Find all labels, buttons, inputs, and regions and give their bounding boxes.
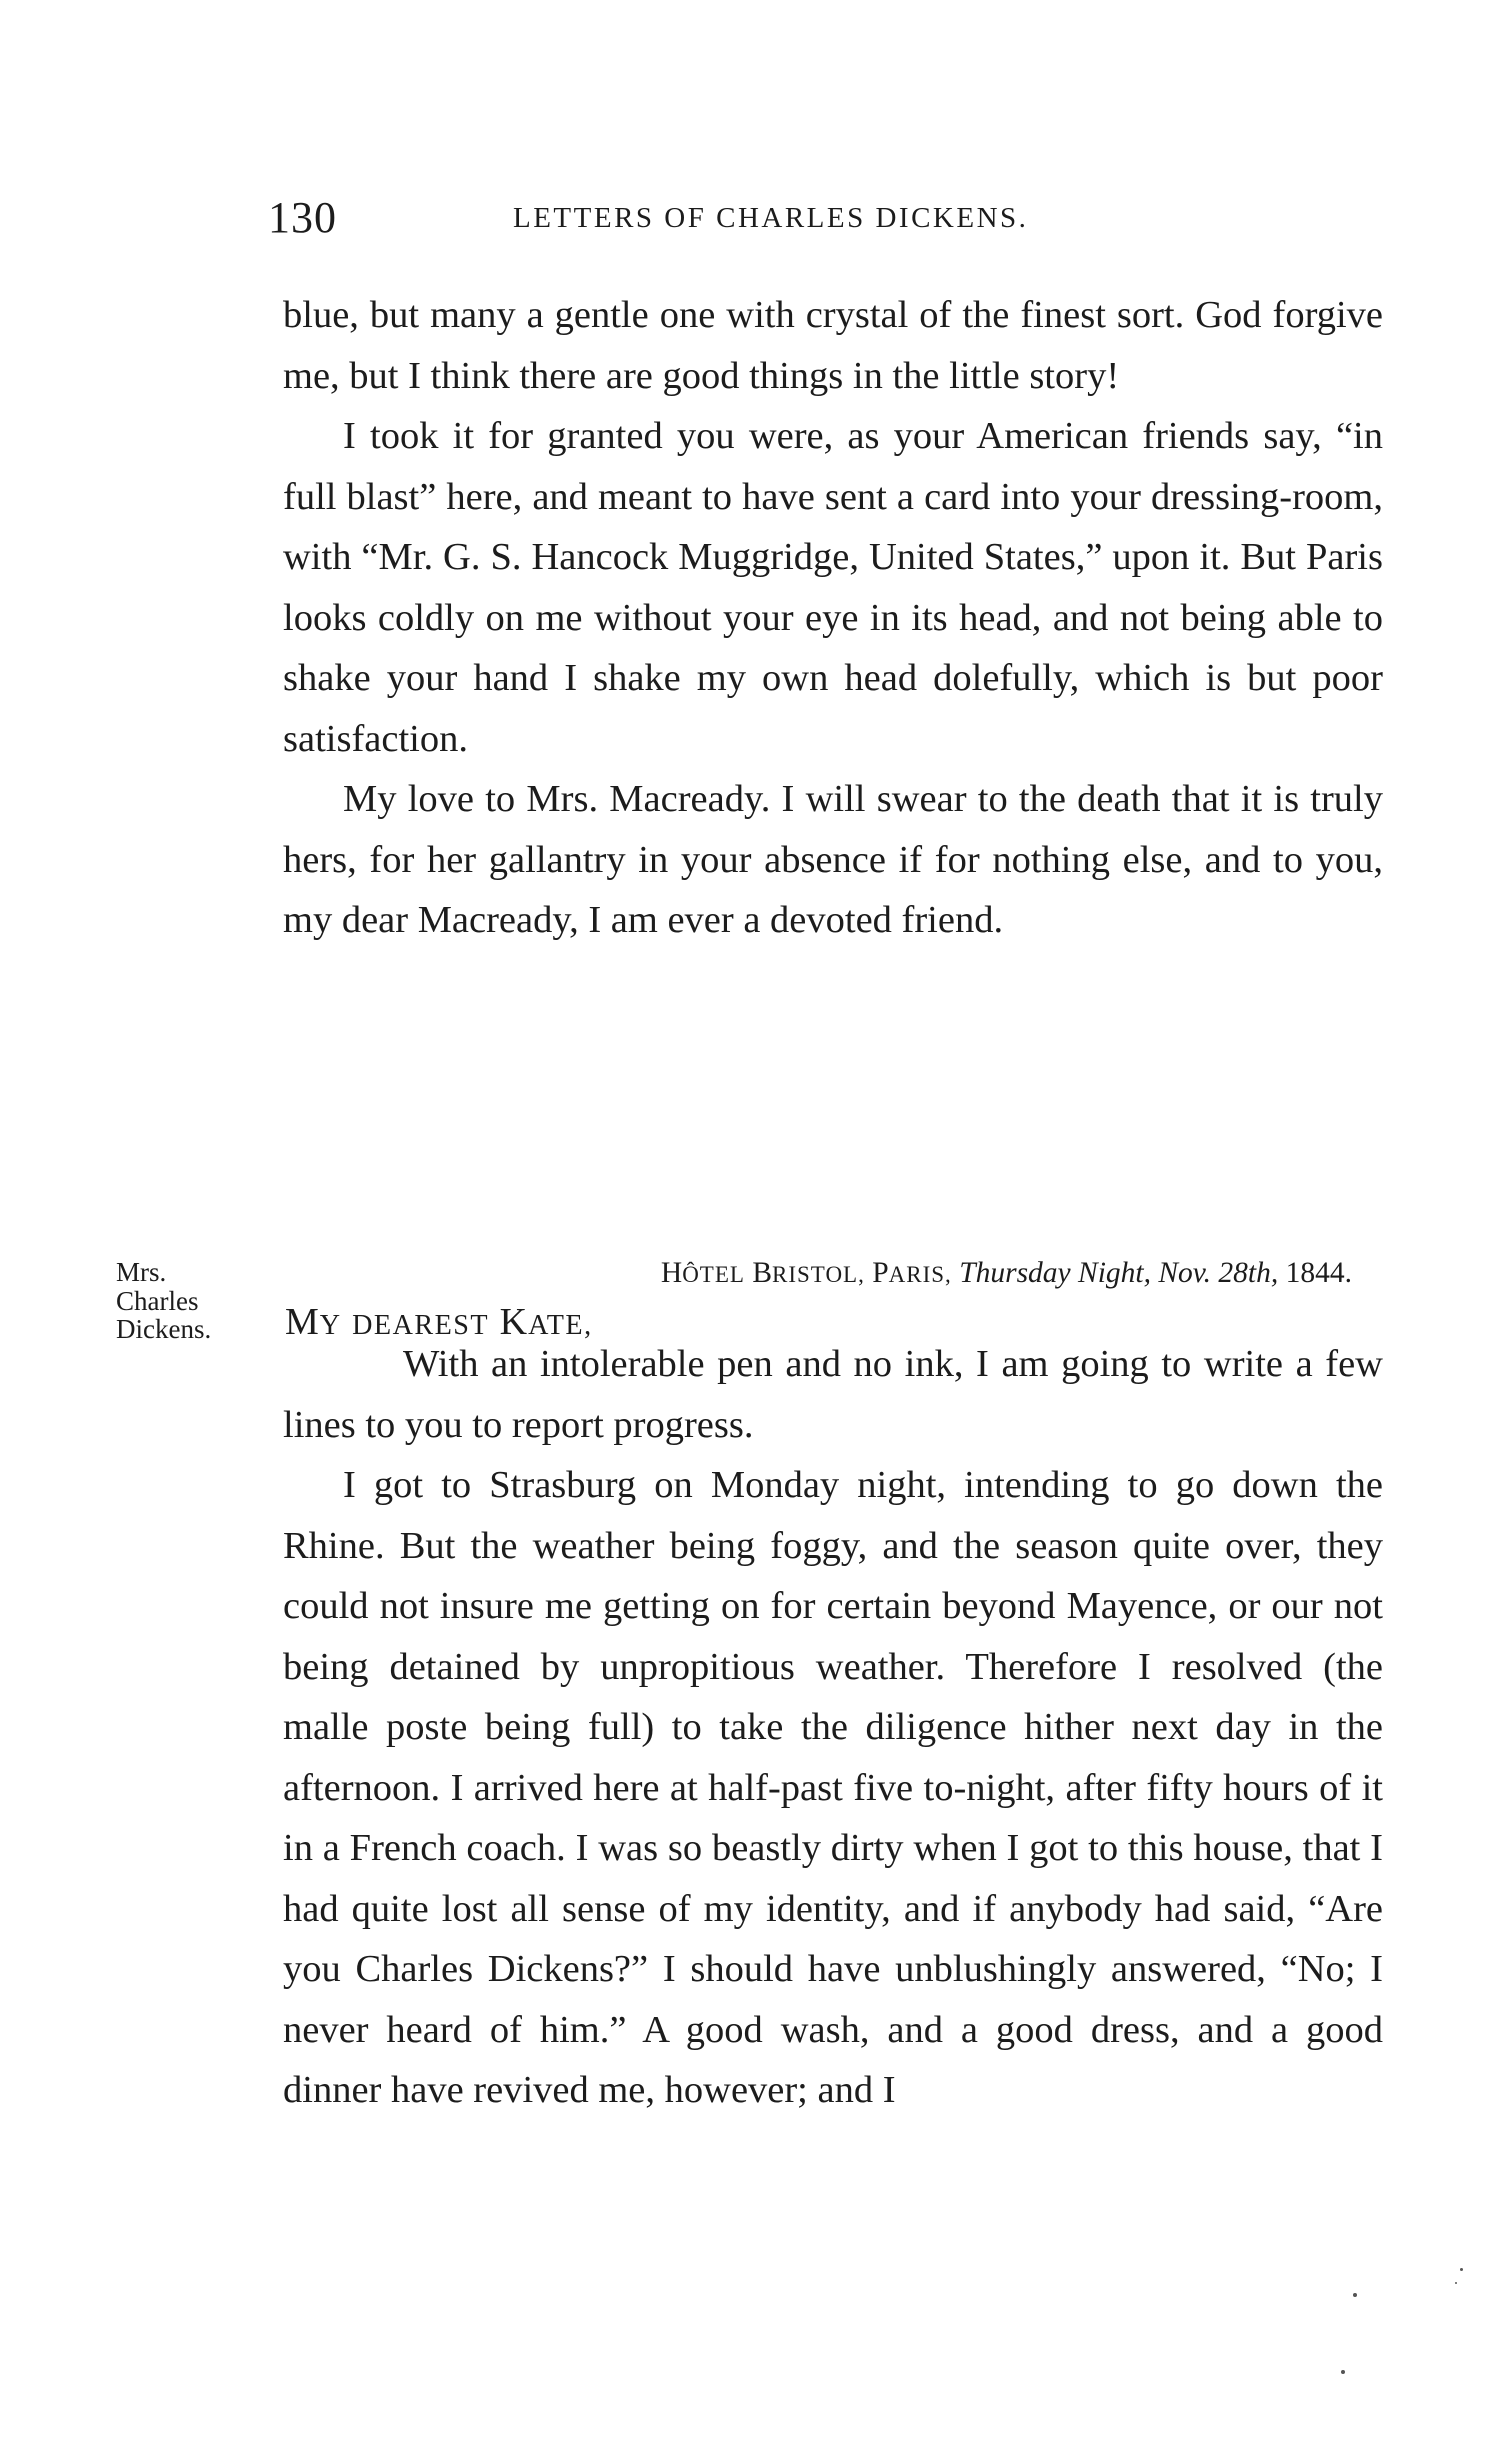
page-speck [1341, 2370, 1345, 2374]
dateline-paris-rest: ARIS, [888, 1261, 952, 1287]
salutation-dearest: DEAREST [352, 1310, 490, 1341]
dateline-bristol-rest: RISTOL, [772, 1261, 865, 1287]
paragraph: blue, but many a gentle one with crystal of the finest sort. God forgive me, but I think there are good things in the little story! [283, 294, 1383, 397]
letter-body [283, 1334, 1383, 2121]
dateline-bristol-cap: B [752, 1257, 773, 1289]
paragraph: I took it for granted you were, as your American friends say, “in full blast” here, and meant to have sent a card into your dressing-room, with “Mr. G. S. Hancock Muggridge, United States,” upon it. But Paris looks coldly on me without your eye in its head, and not being able to shake your hand I shake my own head dolefully, which is but poor satisfaction. [283, 415, 1383, 760]
letter-dateline [661, 1257, 1352, 1290]
salutation-my-rest: Y [319, 1310, 342, 1341]
margin-note-line: Charles [116, 1285, 199, 1316]
letter-continuation [283, 285, 1383, 951]
running-head [268, 192, 1398, 242]
dateline-year: 1844. [1285, 1257, 1352, 1289]
paragraph: I got to Strasburg on Monday night, intending to go down the Rhine. But the weather being foggy, and the season quite over, they could not insure me getting on for certain beyond Mayence, or our not being detained by unpropitious weather. Therefore I resolved (the malle poste being full) to take the diligence hither next day in the afternoon. I arrived here at half-past five to-night, after fifty hours of it in a French coach. I was so beastly dirty when I got to this house, that I had quite lost all sense of my identity, and if anybody had said, “Are you Charles Dickens?” I should have unblushingly answered, “No; I never heard of him.” A good wash, and a good dress, and a good dinner have revived me, however; and I [283, 1464, 1383, 2111]
dateline-paris-cap: P [872, 1257, 889, 1289]
salutation-my-cap: M [285, 1301, 320, 1343]
dateline-day: Thursday Night, Nov. 28th, [959, 1257, 1279, 1289]
margin-note-line: Dickens. [116, 1314, 212, 1344]
paragraph: With an intolerable pen and no ink, I am going to write a few lines to you to report progress. [283, 1343, 1383, 1446]
dateline-hotel-cap: H [660, 1257, 683, 1289]
margin-note-line: Mrs. [116, 1257, 167, 1287]
page-number: 130 [268, 193, 337, 242]
page-speck [1353, 2293, 1357, 2297]
page-speck [1460, 2268, 1463, 2271]
salutation-kate-rest: ATE, [528, 1310, 593, 1341]
paragraph: My love to Mrs. Macready. I will swear to the death that it is truly hers, for her gallantry in your absence if for nothing else, and to you, my dear Macready, I am ever a devoted friend. [283, 778, 1383, 941]
page-speck [1455, 2282, 1457, 2284]
running-title: LETTERS OF CHARLES DICKENS. [513, 202, 1029, 234]
margin-note-recipient [116, 1258, 256, 1344]
dateline-hotel-rest: ÔTEL [682, 1261, 745, 1287]
salutation-kate-cap: K [499, 1301, 529, 1343]
